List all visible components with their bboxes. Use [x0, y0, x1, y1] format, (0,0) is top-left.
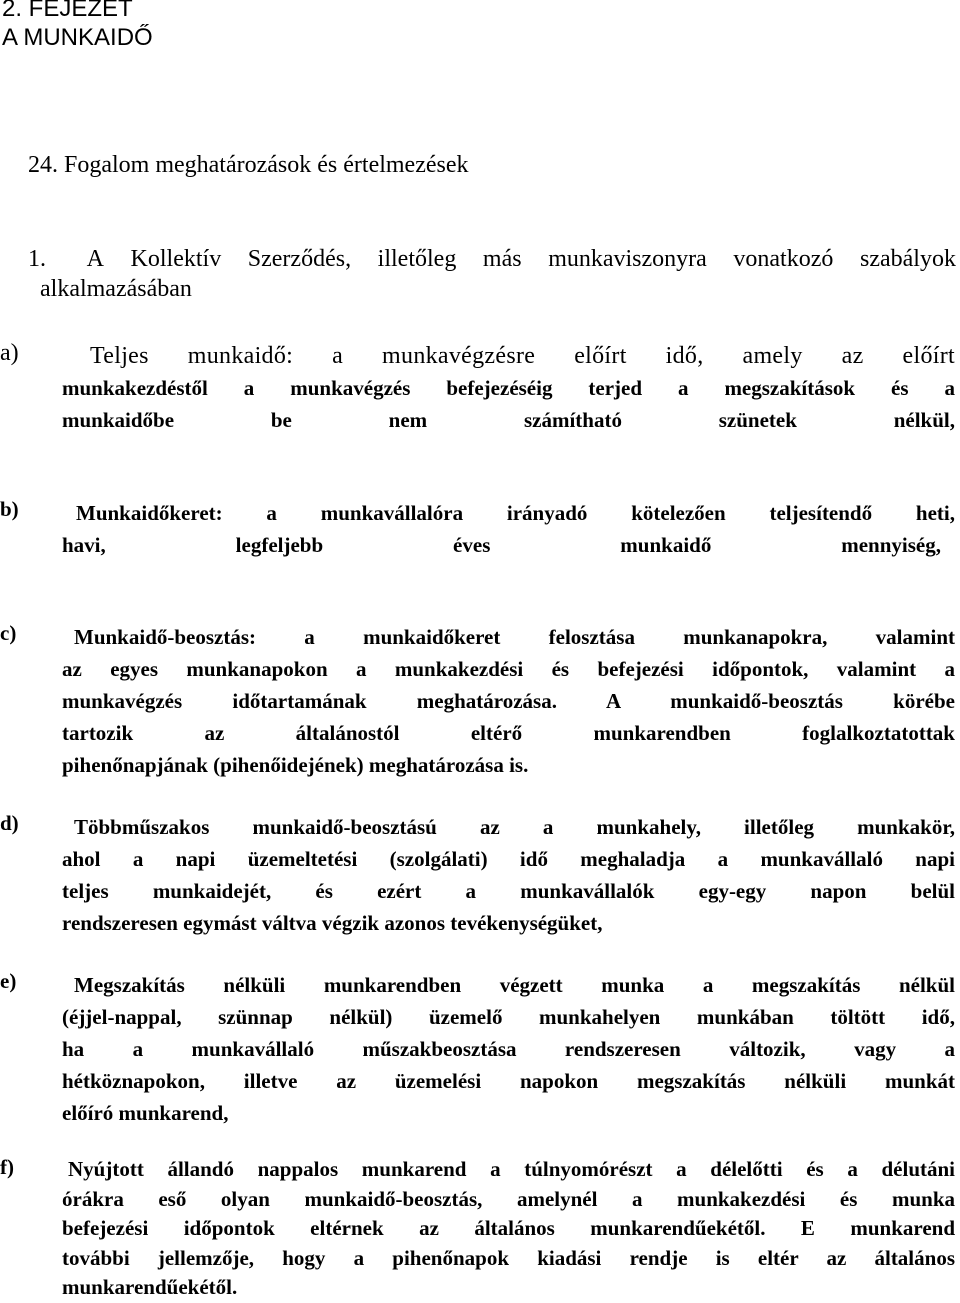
item-body: Megszakítás nélküli munkarendben végzett munka a megszakítás nélkül (éjjel-nappal, szünnap nélkül) üzemelő munkahelyen munkában töltött idő, ha a munkavállaló műszakbeosztása rendszeresen változik, vagy a hétköznapokon, illetve az üzemelési napokon megszakítás nélküli munkát előíró munkarend, — [62, 973, 955, 1125]
intro-paragraph — [28, 244, 956, 304]
chapter-number: 2. FEJEZET — [2, 0, 133, 22]
item-letter: c) — [0, 621, 17, 645]
intro-number: 1. — [28, 246, 46, 272]
item-body: Teljes munkaidő: a munkavégzésre előírt idő, amely az előírt munkakezdéstől a munkavégzés befejezéséig terjed a megszakítások és a munkaidőbe be nem számítható szünetek nélkül, — [62, 343, 955, 432]
item-letter: d) — [0, 811, 19, 835]
item-letter: b) — [0, 497, 19, 521]
chapter-title: A MUNKAIDŐ — [2, 24, 153, 51]
item-letter: e) — [0, 969, 17, 993]
item-body: Többműszakos munkaidő-beosztású az a munkahely, illetőleg munkakör, ahol a napi üzemeltetési (szolgálati) idő meghaladja a munkavállaló napi teljes munkaidejét, és ezért a munkavállalók egy-egy napon belül rendszeresen egymást váltva végzik azonos tevékenységüket, — [62, 815, 955, 935]
item-body: Munkaidőkeret: a munkavállalóra irányadó kötelezően teljesítendő heti, havi, legfeljebb éves munkaidő mennyiség, — [62, 501, 955, 557]
item-letter: f) — [0, 1155, 14, 1179]
item-letter: a) — [0, 340, 19, 366]
section-heading: 24. Fogalom meghatározások és értelmezések — [28, 152, 469, 178]
intro-line-2: alkalmazásában — [40, 276, 192, 302]
item-body: Munkaidő-beosztás: a munkaidőkeret felosztása munkanapokra, valamint az egyes munkanapokon a munkakezdési és befejezési időpontok, valamint a munkavégzés időtartamának meghatározása. A munkaidő-beosztás körébe tartozik az általánostól eltérő munkarendben foglalkoztatottak pihenőnapjának (pihenőidejének) meghatározása is. — [62, 625, 955, 777]
item-body: Nyújtott állandó nappalos munkarend a túlnyomórészt a délelőtti és a délutáni órákra eső olyan munkaidő-beosztás, amelynél a munkakezdési és munka befejezési időpontok eltérnek az általános munkarendűekétől. E munkarend további jellemzője, hogy a pihenőnapok kiadási rendje is eltér az általános munkarendűekétől. — [62, 1157, 955, 1299]
intro-line-1: 1. A Kollektív Szerződés, illetőleg más munkaviszonyra vonatkozó szabályok — [28, 246, 956, 272]
chapter-header — [2, 0, 153, 52]
